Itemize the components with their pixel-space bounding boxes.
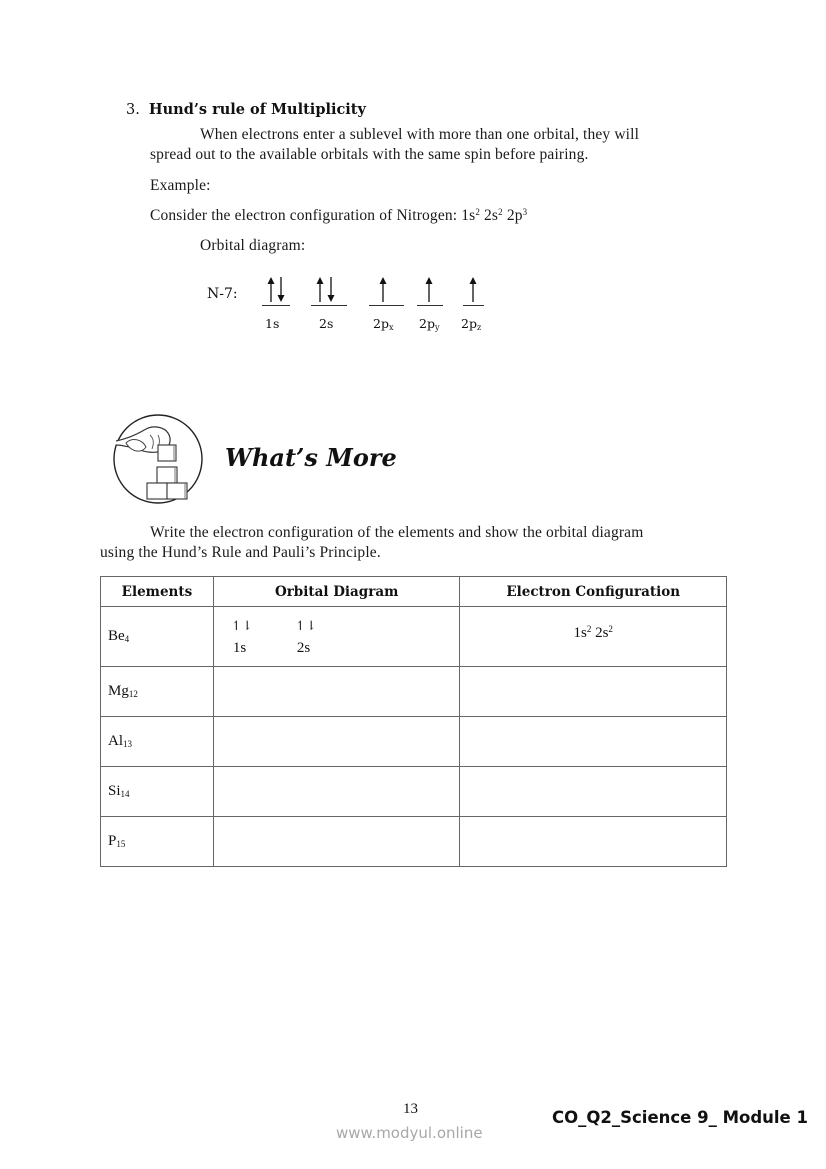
orbital-2pz [463,276,484,306]
paired-electron-arrows-icon [262,276,290,306]
orbital-name: $2p_z$ [461,316,482,332]
instruction-line-2: using the Hund’s Rule and Pauli’s Principle. [100,544,381,561]
electron-configuration-cell[interactable] [460,667,727,717]
watermark: www.modyul.online [336,1124,483,1142]
element-cell: $Si_{14}$ [101,767,214,817]
orbital-2py [417,276,443,306]
table-header-row [101,577,727,607]
orbital-diagram-cell[interactable] [213,717,460,767]
header-elements: Elements [101,577,214,607]
orbital-name: 1s [232,639,247,656]
config-term: $2s^2$ [484,207,503,224]
hand-stacking-blocks-icon [112,413,204,505]
orbital-diagram-cell[interactable] [213,667,460,717]
orbital-name: $2p_x$ [373,316,394,332]
nitrogen-config-sentence [150,207,527,225]
config-term: $2p^3$ [506,207,528,224]
element-label: N-7: [207,286,238,302]
electron-configuration-cell[interactable] [460,817,727,867]
electron-configuration-table [100,576,727,867]
header-electron-configuration: Electron Configuration [460,577,727,607]
header-orbital-diagram: Orbital Diagram [213,577,460,607]
paired-electron-arrows-icon: ↿⇂ [294,617,317,633]
electron-configuration-cell[interactable] [460,767,727,817]
orbital-diagram-cell[interactable] [213,817,460,867]
element-cell: $Be_4$ [101,607,214,667]
element-cell: $P_{15}$ [101,817,214,867]
orbital-diagram-label: Orbital diagram: [200,237,306,254]
paired-electron-arrows-icon [311,276,347,306]
orbital-diagram-cell[interactable] [213,607,460,667]
electron-configuration-cell[interactable]: $1s^2$ $2s^2$ [460,607,727,667]
element-cell: $Al_{13}$ [101,717,214,767]
orbital-name: 2s [296,639,311,656]
table-row [101,667,727,717]
table-row [101,717,727,767]
orbital-2s [311,276,347,306]
single-electron-arrow-icon [369,276,404,306]
single-electron-arrow-icon [417,276,443,306]
nitrogen-orbital-diagram [207,270,527,340]
orbital-name: 1s [265,316,280,331]
single-electron-arrow-icon [463,276,484,306]
section-title: Hund’s rule of Multiplicity [148,101,366,118]
orbital-name: $2p_y$ [419,316,440,332]
paired-electron-arrows-icon: ↿⇂ [230,617,253,633]
electron-configuration-cell[interactable] [460,717,727,767]
paragraph-line-2: spread out to the available orbitals with the same spin before pairing. [150,146,589,163]
element-cell: $Mg_{12}$ [101,667,214,717]
be-orbital-diagram [221,615,453,659]
example-label: Example: [150,177,211,194]
instruction-line-1: Write the electron configuration of the elements and show the orbital diagram [150,524,644,541]
page-number: 13 [403,1101,418,1117]
table-row [101,607,727,667]
orbital-2px [369,276,404,306]
orbital-1s [262,276,290,306]
table-row [101,817,727,867]
module-label: CO_Q2_Science 9_ Module 1 [552,1108,808,1127]
orbital-name: 2s [319,316,334,331]
orbital-diagram-cell[interactable] [213,767,460,817]
config-term: $1s^2$ [461,207,480,224]
config-sentence-text: Consider the electron configuration of Nitrogen: [150,207,462,224]
paragraph-line-1: When electrons enter a sublevel with more than one orbital, they will [200,126,640,143]
table-row [101,767,727,817]
whats-more-title: What’s More [225,443,397,472]
section-heading [126,101,366,118]
section-number: 3. [126,102,140,118]
